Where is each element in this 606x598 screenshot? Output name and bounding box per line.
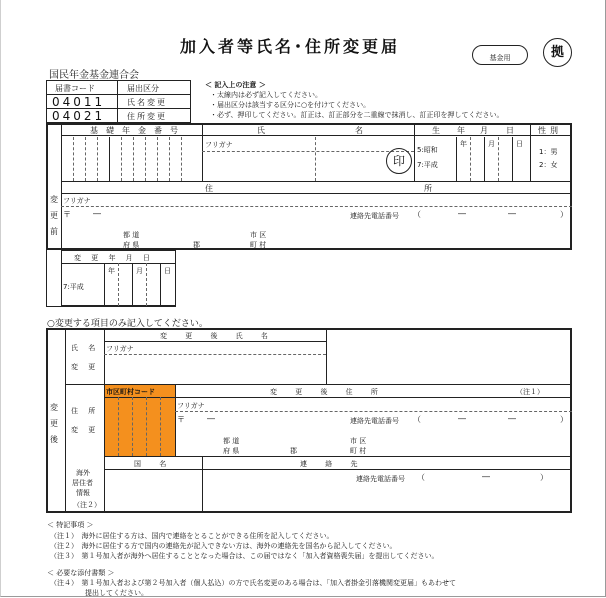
before-side-1: 変 (50, 195, 58, 204)
phone-label: 連絡先電話番号 (350, 212, 399, 220)
attach-heading: ＜ 必要な添付書類 ＞ (47, 569, 115, 577)
pension-no-header: 基礎年金番号 (90, 126, 186, 135)
phone-dash-1: ― (458, 209, 466, 218)
postal-mark: 〒 (63, 210, 71, 219)
overseas-phone-label: 連絡先電話番号 (356, 475, 405, 483)
footnote-1: （注１） 海外に居住する方は、国内で連絡をとることができる住所を記入してください。 (50, 532, 334, 540)
change-date-header: 変 更 年 月 日 (74, 254, 154, 262)
new-fuken-label: 府 県 (223, 447, 240, 455)
new-shiku-label: 市 区 (350, 437, 367, 445)
new-phone-paren-open: （ (413, 415, 421, 424)
sei-header: 生 (432, 126, 440, 135)
choson-label: 町 村 (250, 241, 267, 249)
mei-header: 名 (355, 126, 363, 135)
kikin-badge-label: 基金用 (489, 54, 511, 62)
new-phone-label: 連絡先電話番号 (350, 417, 399, 425)
footnotes-heading: ＜ 特記事項 ＞ (47, 521, 94, 529)
addr-header-sho: 所 (424, 184, 432, 193)
nen-header: 年 (457, 126, 465, 135)
overseas-label-1: 海外 (76, 469, 90, 477)
overseas-paren-close: ） (540, 473, 548, 482)
seal-label: 印 (392, 154, 405, 168)
notes-line-2: ・届出区分は該当する区分に○を付けてください。 (210, 101, 371, 109)
era-heisei: 7:平成 (417, 161, 438, 169)
sex-male: 1：男 (539, 148, 558, 156)
code-col-header: 届書コード (55, 84, 95, 93)
name-change-label-1: 氏 名 (71, 344, 100, 352)
fuken-label: 府 県 (123, 241, 140, 249)
addr-change-label-2: 変 更 (71, 426, 100, 434)
after-side-1: 変 (50, 403, 58, 412)
new-phone-paren-close: ） (560, 415, 568, 424)
footnote-3: （注３） 第１号加入者が海外へ居住することとなった場合は、この届ではなく「加入者資格喪失届」を提出してください。 (50, 552, 439, 560)
before-side-3: 前 (50, 227, 58, 236)
postal-dash: ― (93, 209, 101, 218)
addr-header-jyu: 住 (205, 184, 213, 193)
instruction-text: ○変更する項目のみ記入してください。 (47, 319, 208, 329)
change-nen: 年 (108, 267, 115, 275)
kind-row-2: 住所変更 (127, 112, 167, 121)
phone-dash-2: ― (508, 209, 516, 218)
change-era: 7:平成 (63, 283, 84, 291)
kind-row-1: 氏名変更 (127, 98, 167, 107)
stamp-circle (543, 38, 572, 67)
notes-line-3: ・必ず、押印してください。訂正は、訂正部分を二重線で抹消し、訂正印を押してください。 (210, 111, 504, 119)
new-addr-furigana: フリガナ (177, 402, 205, 410)
contact-header: 連 絡 先 (300, 460, 366, 468)
org-name: 国民年金基金連合会 (49, 70, 139, 81)
after-side-2: 更 (50, 419, 58, 428)
seal-circle (386, 148, 412, 174)
kikin-badge (472, 45, 528, 65)
new-name-header: 変 更 後 氏 名 (160, 332, 276, 340)
new-name-furigana: フリガナ (106, 345, 134, 353)
overseas-label-3: 情報 (76, 489, 90, 497)
kind-col-header: 届出区分 (127, 84, 159, 93)
attach-line-2: 提出してください。 (85, 589, 148, 597)
hi-header: 日 (506, 126, 514, 135)
footnote-2: （注２） 海外に居住する方で国内の連絡先が記入できない方は、海外の連絡先を国名から記入してください。 (50, 542, 397, 550)
tsuki-header: 月 (480, 126, 488, 135)
name-furigana-label: フリガナ (205, 141, 233, 149)
addr-furigana: フリガナ (63, 197, 91, 205)
overseas-paren-open: （ (417, 473, 425, 482)
country-header: 国 名 (134, 460, 175, 468)
phone-paren-open: （ (413, 210, 421, 219)
era-showa: 5:昭和 (417, 146, 438, 154)
new-postal-dash: ― (207, 414, 215, 423)
code-row-1: 04011 (52, 95, 106, 109)
new-postal-mark: 〒 (177, 415, 185, 424)
note1-label: （注１） (516, 388, 544, 396)
addr-change-label-1: 住 所 (71, 407, 100, 415)
notes-heading: ＜ 記入上の注意 ＞ (205, 81, 266, 89)
todo-label: 都 道 (123, 231, 140, 239)
new-gun-label: 郡 (290, 447, 297, 455)
change-tsuki: 月 (136, 267, 143, 275)
notes-line-1: ・太線内は必ず記入してください。 (210, 91, 322, 99)
shi-header: 氏 (257, 126, 265, 135)
phone-paren-close: ） (560, 210, 568, 219)
overseas-label-4: （注２） (73, 501, 101, 509)
new-choson-label: 町 村 (350, 447, 367, 455)
birth-nen: 年 (460, 140, 467, 148)
form-title: 加入者等氏名･住所変更届 (180, 37, 401, 56)
new-phone-dash-2: ― (508, 414, 516, 423)
gun-label: 郡 (193, 241, 200, 249)
shiku-label: 市 区 (250, 231, 267, 239)
before-side-2: 更 (50, 211, 58, 220)
attach-line-1: （注４） 第１号加入者および第２号加入者（個人払込）の方で氏名変更のある場合は、「加入者掛金引落機関変更届」もあわせて (50, 579, 456, 587)
seibetsu-header: 性別 (538, 126, 562, 135)
new-todo-label: 都 道 (223, 437, 240, 445)
sex-female: 2：女 (539, 161, 558, 169)
code-row-2: 04021 (52, 109, 106, 123)
birth-hi: 日 (516, 140, 523, 148)
name-change-label-2: 変 更 (71, 363, 100, 371)
change-hi: 日 (164, 267, 171, 275)
overseas-label-2: 居住者 (72, 479, 93, 487)
birth-tsuki: 月 (488, 140, 495, 148)
new-addr-header: 変 更 後 住 所 (270, 388, 386, 396)
city-code-header: 市区町村コード (106, 388, 155, 396)
new-phone-dash-1: ― (458, 414, 466, 423)
after-side-3: 後 (50, 435, 58, 444)
overseas-dash: ― (482, 472, 490, 481)
stamp-char: 拠 (550, 45, 564, 60)
